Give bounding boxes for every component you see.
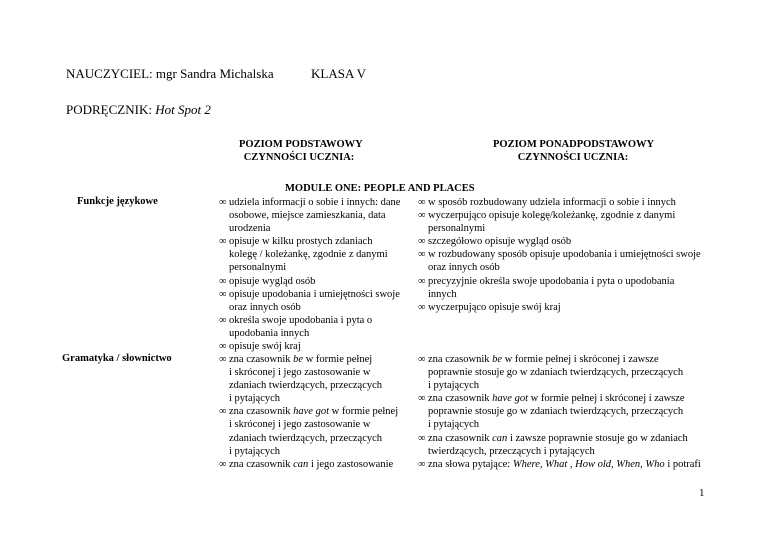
- list-item: ∞ wyczerpująco opisuje swój kraj: [418, 301, 561, 313]
- list-item: ∞ zna czasownik be w formie pełnej i skróconej i jego zastosowanie w zdaniach twierdzących, przeczących i pytających: [219, 354, 383, 405]
- grammar-basic-list: [219, 353, 409, 471]
- language-functions-basic-list: [219, 196, 409, 353]
- advanced-level-heading: [493, 138, 653, 164]
- row-label-language-functions: Funkcje językowe: [77, 196, 158, 207]
- list-item: ∞ w sposób rozbudowany udziela informacji o sobie i innych: [418, 197, 676, 208]
- list-item: ∞ opisuje w kilku prostych zdaniach kolegę / koleżankę, zgodnie z danymi personalnymi: [219, 236, 388, 274]
- module-title: MODULE ONE: PEOPLE AND PLACES: [285, 183, 475, 194]
- advanced-level-title: POZIOM PONADPODSTAWOWY: [493, 139, 655, 150]
- page-number: 1: [699, 487, 705, 499]
- list-item: ∞ opisuje wygląd osób: [219, 275, 316, 287]
- list-item: ∞ zna słowa pytające: Where, What , How old, When, Who i potrafi: [418, 458, 701, 470]
- textbook-line: [66, 102, 211, 118]
- basic-level-subtitle: CZYNNOŚCI UCZNIA:: [243, 152, 355, 163]
- textbook-label: PODRĘCZNIK:: [66, 102, 156, 117]
- list-item: ∞ w rozbudowany sposób opisuje upodobania i umiejętności swoje oraz innych osób: [418, 249, 701, 274]
- teacher-line: NAUCZYCIEL: mgr Sandra Michalska: [66, 66, 274, 81]
- list-item: ∞ zna czasownik have got w formie pełnej i skróconej i zawsze poprawnie stosuje go w zdaniach twierdzących, przeczących i pytających: [418, 393, 685, 431]
- list-item: ∞ opisuje upodobania i umiejętności swoje oraz innych osób: [219, 288, 400, 313]
- list-item: ∞ określa swoje upodobania i pyta o upodobania innych: [219, 314, 373, 339]
- list-item: ∞ szczegółowo opisuje wygląd osób: [418, 236, 572, 248]
- basic-level-heading: [239, 138, 363, 164]
- list-item: ∞ udziela informacji o sobie i innych: dane osobowe, miejsce zamieszkania, data urodzenia: [219, 197, 401, 235]
- list-item: ∞ zna czasownik can i jego zastosowanie: [219, 458, 394, 470]
- row-label-grammar-vocabulary: Gramatyka / słownictwo: [62, 353, 172, 364]
- list-item: ∞ opisuje swój kraj: [219, 341, 301, 353]
- list-item: ∞ precyzyjnie określa swoje upodobania i pyta o upodobania innych: [418, 275, 675, 300]
- list-item: ∞ zna czasownik can i zawsze poprawnie stosuje go w zdaniach twierdzących, przeczących i pytających: [418, 432, 688, 457]
- list-item: ∞ wyczerpująco opisuje kolegę/koleżankę, zgodnie z danymi personalnymi: [418, 210, 676, 235]
- language-functions-advanced-list: [418, 196, 718, 314]
- list-item: ∞ zna czasownik have got w formie pełnej i skróconej i jego zastosowanie w zdaniach twierdzących, przeczących i pytających: [219, 406, 399, 457]
- list-item: ∞ zna czasownik be w formie pełnej i skróconej i zawsze poprawnie stosuje go w zdaniach twierdzących, przeczących i pytających: [418, 354, 684, 392]
- textbook-title: Hot Spot 2: [155, 102, 211, 117]
- class-label: KLASA V: [311, 66, 367, 81]
- basic-level-title: POZIOM PODSTAWOWY: [239, 139, 363, 150]
- advanced-level-subtitle: CZYNNOŚCI UCZNIA:: [517, 152, 629, 163]
- grammar-advanced-list: [418, 353, 718, 471]
